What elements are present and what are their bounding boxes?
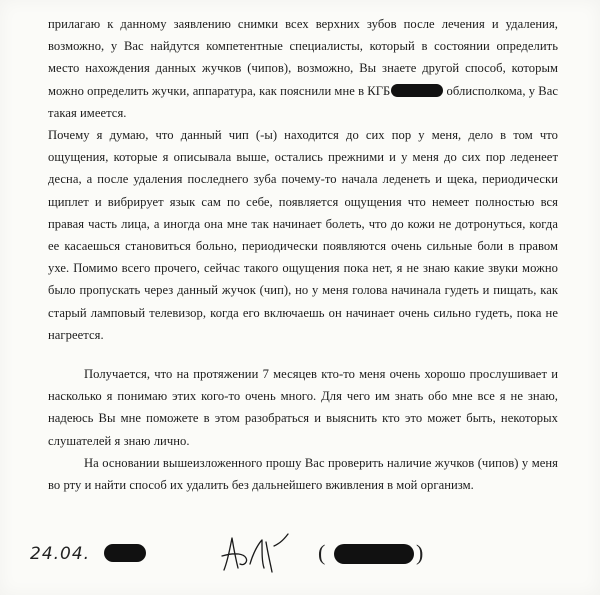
paren-close: ) xyxy=(416,540,424,565)
paragraph-3: Получается, что на протяжении 7 месяцев кто-то меня очень хорошо прослушивает и насколько я понимаю этих кого-то очень много. Для чего им знать обо мне все я не знаю, надеюсь Вы мне поможете в этом разобраться и выяснить кто это может быть, некоторых слушателей я знаю лично. xyxy=(48,367,558,448)
paragraph-1 xyxy=(48,13,558,124)
paragraph-1-text: прилагаю к данному заявлению снимки всех верхних зубов после лечения и удаления, возможно, у Вас найдутся компетентные специалисты, который в состоянии определить место нахождения данных жучков (чипов), возможно, Вы знаете другой способ, которым можно определить жучки, аппаратура, как пояснили мне в КГБ xyxy=(48,17,558,98)
redaction-mark xyxy=(391,84,443,97)
handwritten-signature xyxy=(214,530,294,574)
signature-row xyxy=(0,530,600,580)
paragraph-1-text-end: облисполкома, у Вас такая имеется. xyxy=(48,83,558,120)
paren-open: ( xyxy=(318,540,326,565)
paragraph-2: Почему я думаю, что данный чип (-ы) находится до сих пор у меня, дело в том что ощущения, которые я описывала выше, остались прежними и у меня до сих пор леденеет десна, а после удаления последнего зуба почему-то начала леденеть и щека, периодически щиплет и вибрирует язык сам по себе, появляется ощущения что немеет полностью вся правая часть лица, а иногда она мне так начинает болеть, что до кожи не дотронуться, когда ее касаешься становиться больно, периодически появляются очень сильные боли в правом ухе. Помимо всего прочего, сейчас такого ощущения пока нет, я не знаю какие звуки можно было пропускать через данный жучок (чип), но у меня голова начинала гудеть и пищать, как старый ламповый телевизор, когда его включаешь он начинает очень сильно гудеть, пока не нагреется. xyxy=(48,128,558,342)
handwritten-date: 24.04. xyxy=(30,544,91,564)
paragraph-4: На основании вышеизложенного прошу Вас проверить наличие жучков (чипов) у меня во рту и найти способ их удалить без дальнейшего вживления в мой организм. xyxy=(48,456,558,493)
date-redaction-mark xyxy=(104,544,146,562)
name-redaction-mark xyxy=(334,544,414,564)
